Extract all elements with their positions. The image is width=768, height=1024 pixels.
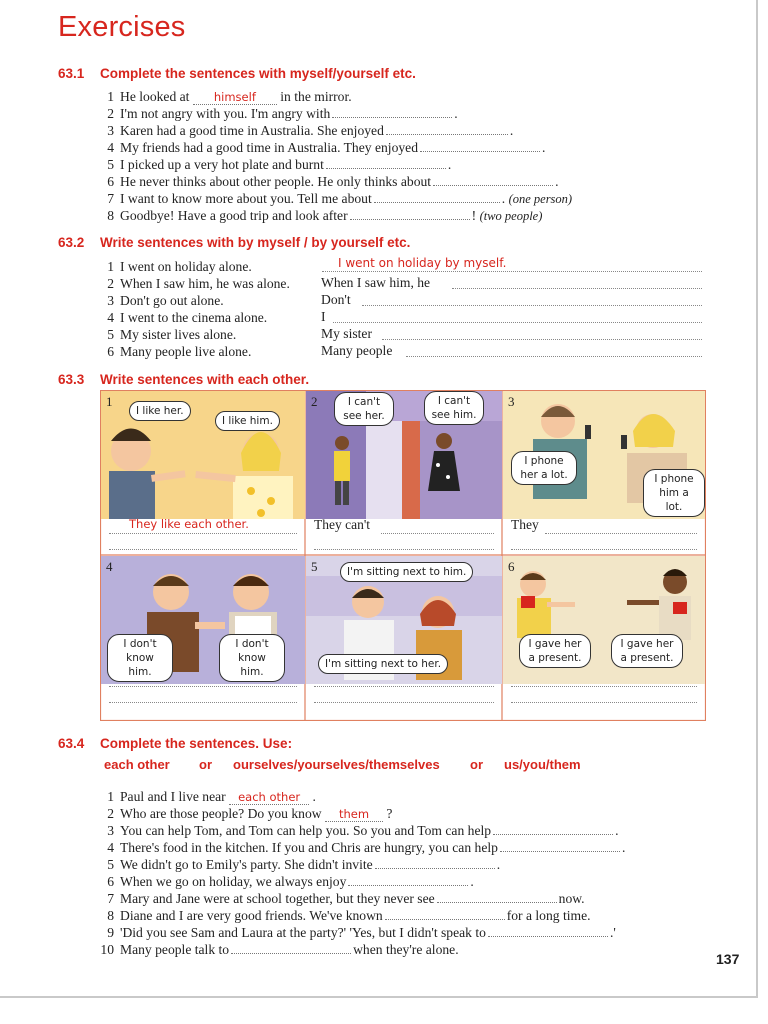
line-text: . (555, 174, 559, 189)
answer-field[interactable] (493, 823, 613, 835)
section-number: 63.4 (58, 736, 85, 751)
line-text: There's food in the kitchen. If you and Chris are hungry, you can help (120, 840, 498, 855)
line-number: 6 (107, 174, 114, 189)
s4-line-4 (100, 839, 625, 856)
answer-field[interactable] (348, 874, 468, 886)
answer-field[interactable] (433, 174, 553, 186)
answer-field[interactable] (452, 288, 702, 289)
cell-number: 6 (508, 559, 515, 574)
s2-line-2 (100, 275, 290, 292)
answer-field[interactable] (511, 702, 697, 703)
line-text: . (501, 191, 506, 206)
line-number: 5 (107, 327, 114, 342)
handwritten-answer: each other (238, 790, 301, 804)
line-text: I went to the cinema alone. (120, 310, 268, 325)
keyword-each-other: each other (104, 757, 170, 772)
line-number: 2 (107, 806, 114, 821)
line-number: 3 (107, 823, 114, 838)
section-instruction: Write sentences with each other. (100, 372, 310, 387)
answer-field[interactable] (488, 925, 608, 937)
s1-line-2 (100, 105, 458, 122)
speech-bubble: I gave her a present. (519, 634, 591, 668)
line-text: 'Did you see Sam and Laura at the party?' 'Yes, but I didn't speak to (120, 925, 486, 940)
answer-field[interactable] (322, 271, 702, 272)
speech-bubble: I gave her a present. (611, 634, 683, 668)
line-number: 3 (107, 123, 114, 138)
page-edge-bottom (0, 996, 758, 998)
answer-field[interactable] (545, 533, 697, 534)
line-number: 5 (107, 857, 114, 872)
answer-field[interactable] (109, 533, 297, 534)
line-number: 2 (107, 276, 114, 291)
line-number: 10 (100, 942, 114, 957)
answer-field[interactable] (314, 549, 494, 550)
section-63-2-heading (58, 235, 410, 250)
line-text: in the mirror. (280, 89, 352, 104)
answer-field[interactable] (109, 702, 297, 703)
answer-field[interactable] (385, 908, 505, 920)
section-instruction: Write sentences with by myself / by yourself etc. (100, 235, 411, 250)
section-63-1-heading (58, 66, 416, 81)
keyword-object-pronouns: us/you/them (504, 757, 581, 772)
line-number: 7 (107, 191, 114, 206)
speech-bubble: I don't know him. (107, 634, 173, 682)
line-text: Paul and I live near (120, 789, 226, 804)
line-text: When we go on holiday, we always enjoy (120, 874, 347, 889)
line-number: 4 (107, 310, 114, 325)
answer-field[interactable] (382, 339, 702, 340)
line-number: 5 (107, 157, 114, 172)
speech-bubble: I'm sitting next to him. (340, 562, 473, 582)
s2-line-3 (100, 292, 224, 309)
line-text: I'm not angry with you. I'm angry with (120, 106, 331, 121)
speech-bubble: I'm sitting next to her. (318, 654, 448, 674)
s4-line-7 (100, 890, 585, 907)
s1-line-5 (100, 156, 451, 173)
section-63-4-heading (58, 736, 292, 751)
line-text: . (312, 789, 316, 804)
line-text: Who are those people? Do you know (120, 806, 322, 821)
page-edge-right (756, 0, 758, 998)
answer-field[interactable] (231, 942, 351, 954)
answer-field[interactable] (511, 549, 697, 550)
line-text: now. (558, 891, 585, 906)
answer-start: They can't (314, 517, 371, 532)
line-text: When I saw him, he was alone. (120, 276, 290, 291)
handwritten-answer: them (338, 807, 370, 821)
s4-line-8 (100, 907, 591, 924)
line-text: My friends had a good time in Australia. They enjoyed (120, 140, 418, 155)
line-text: Many people talk to (120, 942, 230, 957)
answer-field[interactable] (229, 789, 309, 806)
line-number: 8 (107, 208, 114, 223)
line-text: . (509, 123, 514, 138)
s2-line-2-start: When I saw him, he (321, 275, 431, 290)
s1-line-1 (100, 88, 352, 106)
line-text: We didn't go to Emily's party. She didn't invite (120, 857, 373, 872)
section-number: 63.1 (58, 66, 85, 81)
line-text: I went on holiday alone. (120, 259, 252, 274)
picture-cell-6 (503, 556, 705, 720)
answer-field[interactable] (374, 191, 500, 203)
speech-bubble: I like her. (129, 401, 191, 421)
line-number: 1 (107, 259, 114, 274)
s1-line-3 (100, 122, 513, 139)
s4-line-1 (100, 788, 316, 806)
s1-line-7 (100, 190, 572, 208)
answer-field[interactable] (332, 106, 452, 118)
line-text: .' (609, 925, 616, 940)
picture-cell-5 (306, 556, 502, 720)
line-text: . (470, 874, 474, 889)
line-text: He never thinks about other people. He only thinks about (120, 174, 432, 189)
line-number: 1 (107, 89, 114, 104)
answer-field[interactable] (109, 686, 297, 687)
line-text: when they're alone. (353, 942, 459, 957)
line-number: 7 (107, 891, 114, 906)
line-number: 6 (107, 874, 114, 889)
s1-line-8 (100, 207, 542, 225)
section-number: 63.2 (58, 235, 85, 250)
page-number: 137 (716, 951, 740, 967)
answer-start: They (511, 517, 539, 532)
keyword-or: or (470, 757, 483, 772)
speech-bubble: I can't see him. (424, 391, 484, 425)
answer-field[interactable] (326, 157, 446, 169)
line-text: I want to know more about you. Tell me about (120, 191, 372, 206)
line-note: (two people) (479, 209, 543, 223)
s2-line-4-start: I (321, 309, 326, 324)
handwritten-answer: himself (213, 90, 256, 104)
line-number: 4 (107, 840, 114, 855)
s2-line-6 (100, 343, 251, 360)
line-note: (one person) (508, 192, 573, 206)
s4-line-9 (100, 924, 616, 941)
line-text: You can help Tom, and Tom can help you. So you and Tom can help (120, 823, 492, 838)
s2-line-6-start: Many people (321, 343, 393, 358)
speech-bubble: I like him. (215, 411, 280, 431)
section-instruction: Complete the sentences. Use: (100, 736, 293, 751)
speech-bubble: I phone him a lot. (643, 469, 705, 517)
picture-cell-2 (306, 391, 502, 555)
line-text: . (447, 157, 452, 172)
line-text: . (542, 140, 546, 155)
cell-number: 3 (508, 394, 515, 409)
answer-field[interactable] (386, 123, 508, 135)
section-instruction: Complete the sentences with myself/yourself etc. (100, 66, 416, 81)
cell-number: 2 (311, 394, 318, 409)
answer-field[interactable] (350, 208, 470, 220)
picture-cell-1 (101, 391, 305, 555)
s4-line-6 (100, 873, 474, 890)
s4-line-10 (100, 941, 459, 958)
s2-line-5-start: My sister (321, 326, 372, 341)
answer-field[interactable] (193, 89, 277, 106)
answer-field[interactable] (500, 840, 620, 852)
line-number: 4 (107, 140, 114, 155)
speech-bubble: I don't know him. (219, 634, 285, 682)
s2-line-4 (100, 309, 267, 326)
keyword-reflexive: ourselves/yourselves/themselves (233, 757, 440, 772)
answer-field[interactable] (325, 806, 383, 823)
line-text: for a long time. (506, 908, 591, 923)
s1-line-4 (100, 139, 545, 156)
line-text: . (454, 106, 458, 121)
keyword-or: or (199, 757, 212, 772)
answer-field[interactable] (420, 140, 540, 152)
line-text: Mary and Jane were at school together, but they never see (120, 891, 435, 906)
s2-line-5 (100, 326, 236, 343)
line-number: 8 (107, 908, 114, 923)
line-number: 3 (107, 293, 114, 308)
cell-number: 4 (106, 559, 113, 574)
line-text: . (615, 823, 619, 838)
picture-cell-3 (503, 391, 705, 555)
line-text: ! (471, 208, 477, 223)
picture-cell-4 (101, 556, 305, 720)
line-text: . (621, 840, 626, 855)
section-number: 63.3 (58, 372, 85, 387)
page-title: Exercises (58, 11, 186, 43)
line-text: I picked up a very hot plate and burnt (120, 157, 324, 172)
s2-line-3-start: Don't (321, 292, 351, 307)
answer-field[interactable] (314, 686, 494, 687)
line-number: 2 (107, 106, 114, 121)
line-text: . (496, 857, 501, 872)
handwritten-answer: They like each other. (129, 517, 249, 531)
answer-field[interactable] (381, 533, 494, 534)
line-number: 9 (107, 925, 114, 940)
answer-field[interactable] (437, 891, 557, 903)
line-text: Many people live alone. (120, 344, 252, 359)
answer-field[interactable] (314, 702, 494, 703)
answer-field[interactable] (362, 305, 702, 306)
s2-line-1 (100, 258, 252, 275)
line-text: Don't go out alone. (120, 293, 224, 308)
s1-line-6 (100, 173, 558, 190)
speech-bubble: I can't see her. (334, 392, 394, 426)
s4-line-5 (100, 856, 500, 873)
answer-field[interactable] (333, 322, 702, 323)
answer-field[interactable] (406, 356, 702, 357)
line-number: 6 (107, 344, 114, 359)
speech-bubble: I phone her a lot. (511, 451, 577, 485)
answer-field[interactable] (109, 549, 297, 550)
line-text: Karen had a good time in Australia. She enjoyed (120, 123, 384, 138)
line-text: My sister lives alone. (120, 327, 237, 342)
picture-grid (100, 390, 706, 721)
line-text: ? (386, 806, 393, 821)
line-text: Diane and I are very good friends. We've known (120, 908, 383, 923)
answer-field[interactable] (511, 686, 697, 687)
line-text: Goodbye! Have a good trip and look after (120, 208, 348, 223)
answer-field[interactable] (375, 857, 495, 869)
line-text: He looked at (120, 89, 190, 104)
section-63-3-heading (58, 372, 309, 387)
line-number: 1 (107, 789, 114, 804)
cell-number: 5 (311, 559, 318, 574)
handwritten-answer: I went on holiday by myself. (338, 256, 507, 270)
cell-number: 1 (106, 394, 113, 409)
s4-line-3 (100, 822, 618, 839)
s4-line-2 (100, 805, 392, 823)
